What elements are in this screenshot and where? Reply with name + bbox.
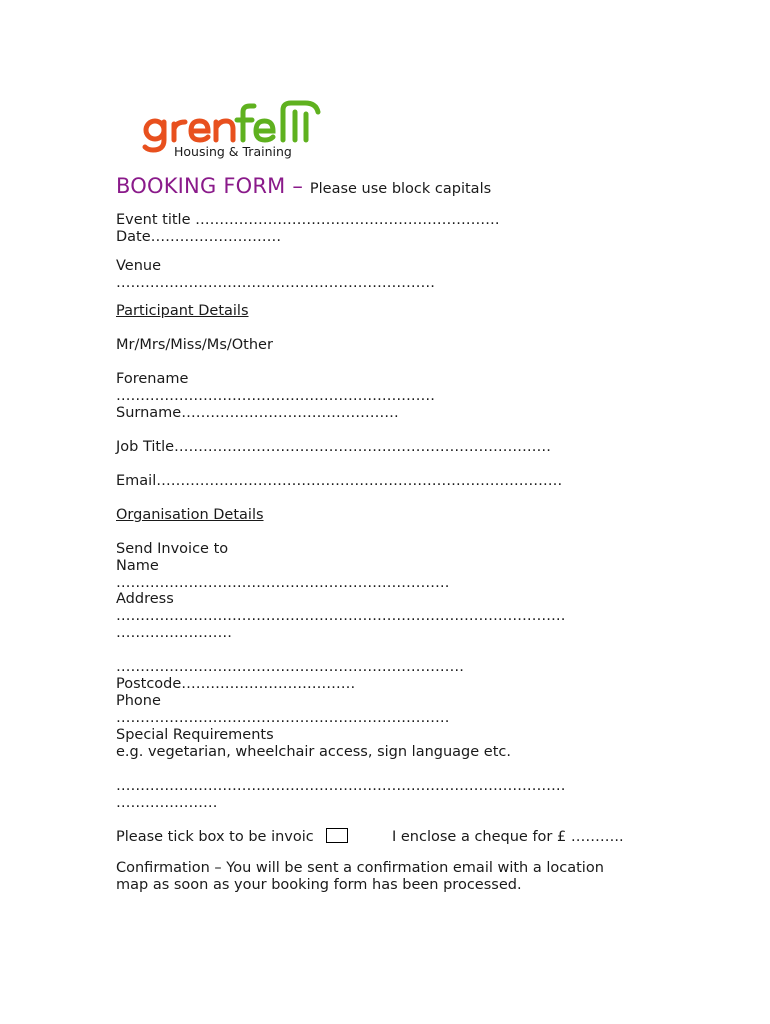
name-label: Name [116, 558, 159, 574]
title-dash: – [285, 174, 310, 198]
phone-label: Phone [116, 693, 161, 709]
address-field-2[interactable]: …………………… [116, 625, 232, 641]
form-title [116, 174, 491, 198]
address-field-3[interactable]: ……………………………………………………………… [116, 659, 464, 675]
forename-field[interactable]: ………………………………………………………… [116, 388, 435, 404]
logo-wordmark [145, 103, 318, 150]
venue-field[interactable]: ………………………………………………………… [116, 275, 435, 291]
invoice-label: Send Invoice to [116, 541, 229, 557]
phone-field[interactable]: …………………………………………………………… [116, 710, 450, 726]
special-requirements-field-1[interactable]: ………………………………………………………………………………… [116, 778, 566, 794]
postcode-field[interactable]: Postcode……………………………… [116, 676, 356, 692]
address-label: Address [116, 591, 174, 607]
confirmation-line-1: Confirmation – You will be sent a confirmation email with a location [116, 860, 604, 876]
salutation-field[interactable]: Mr/Mrs/Miss/Ms/Other [116, 337, 273, 353]
logo-tagline: Housing & Training [174, 144, 292, 159]
title-subheading: Please use block capitals [309, 181, 492, 197]
date-field[interactable]: Date……………………… [116, 229, 282, 245]
job-title-field[interactable]: Job Title…………………………………………………………………… [116, 439, 552, 455]
special-requirements-hint: e.g. vegetarian, wheelchair access, sign language etc. [116, 744, 511, 760]
confirmation-line-2: map as soon as your booking form has been processed. [116, 877, 522, 893]
name-field[interactable]: …………………………………………………………… [116, 575, 450, 591]
event-title-field[interactable]: Event title ……………………………………………………… [116, 212, 500, 228]
surname-field[interactable]: Surname……………………………………… [116, 405, 399, 421]
invoice-checkbox[interactable] [326, 828, 348, 843]
title-heading: BOOKING FORM [116, 174, 286, 198]
special-requirements-field-2[interactable]: ………………… [116, 795, 218, 811]
grenfell-logo [140, 100, 330, 162]
venue-label: Venue [116, 258, 162, 274]
cheque-field[interactable]: I enclose a cheque for £ ……….. [392, 829, 624, 845]
participant-heading: Participant Details [116, 303, 249, 319]
organisation-heading: Organisation Details [116, 507, 264, 523]
forename-label: Forename [116, 371, 189, 387]
special-requirements-label: Special Requirements [116, 727, 274, 743]
invoice-tick-label: Please tick box to be invoic [116, 829, 314, 845]
email-field[interactable]: Email………………………………………………………………………… [116, 473, 563, 489]
address-field-1[interactable]: ………………………………………………………………………………… [116, 608, 566, 624]
